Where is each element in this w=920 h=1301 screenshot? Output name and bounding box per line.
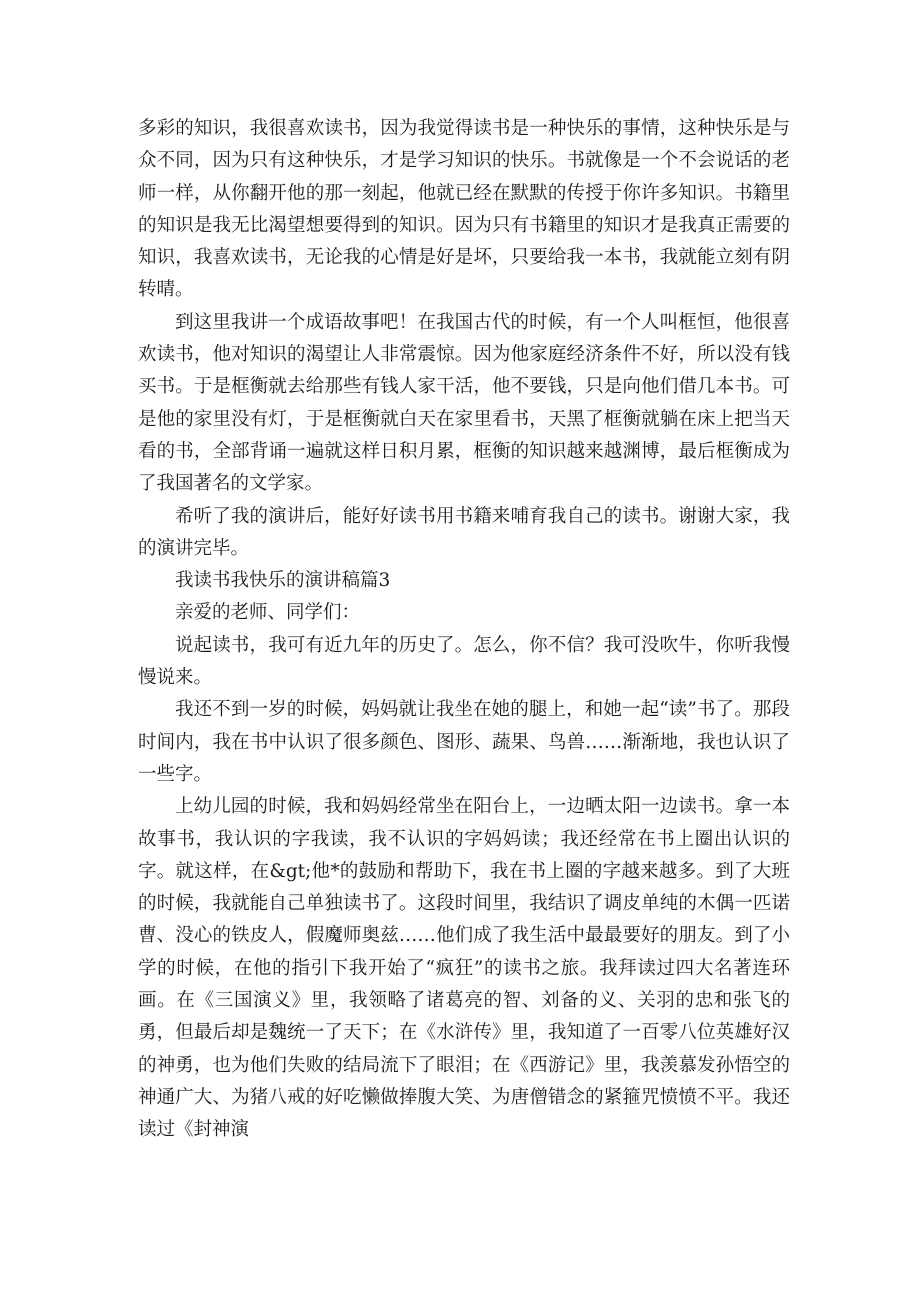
paragraph-intro: 说起读书，我可有近九年的历史了。怎么，你不信？我可没吹牛，你听我慢慢说来。 [138, 634, 790, 689]
paragraph-closing: 希听了我的演讲后，能好好读书用书籍来哺育我自己的读书。谢谢大家，我的演讲完毕。 [138, 505, 790, 559]
paragraph-kindergarten: 上幼儿园的时候，我和妈妈经常坐在阳台上，一边晒太阳一边读书。拿一本故事书，我认识的字我读，我不认识的字妈妈读；我还经常在书上圈出认识的字。就这样，在&gt;他*的鼓励和帮助下，我在书上圈的字越来越多。到了大班的时候，我就能自己单独读书了。这段时间里，我结识了调皮单纯的木偶一匹诺曹、没心的铁皮人，假魔师奥兹……他们成了我生活中最最要好的朋友。到了小学的时候，在他的指引下我开始了“疯狂”的读书之旅。我拜读过四大名著连环画。在《三国演义》里，我领略了诸葛亮的智、刘备的义、关羽的忠和张飞的勇，但最后却是魏统一了天下；在《水浒传》里，我知道了一百零八位英雄好汉的神勇，也为他们失败的结局流下了眼泪；在《西游记》里，我羡慕发孙悟空的神通广大、为猪八戒的好吃懒做捧腹大笑、为唐僧错念的紧箍咒愤愤不平。我还读过《封神演 [138, 796, 790, 1141]
paragraph-early-reading: 我还不到一岁的时候，妈妈就让我坐在她的腿上，和她一起“读”书了。那段时间内，我在书中认识了很多颜色、图形、蔬果、鸟兽……渐渐地，我也认识了一些字。 [138, 699, 790, 785]
salutation: 亲爱的老师、同学们： [175, 602, 361, 624]
paragraph-continuation: 多彩的知识，我很喜欢读书，因为我觉得读书是一种快乐的事情，这种快乐是与众不同，因为只有这种快乐，才是学习知识的快乐。书就像是一个不会说话的老师一样，从你翻开他的那一刻起，他就已经在默默的传授于你许多知识。书籍里的知识是我无比渴望想要得到的知识。因为只有书籍里的知识才是我真正需要的知识，我喜欢读书，无论我的心情是好是坏，只要给我一本书，我就能立刻有阴转晴。 [138, 118, 790, 301]
document-body [138, 113, 790, 1147]
section-heading: 我读书我快乐的演讲稿篇3 [175, 570, 391, 592]
paragraph-idiom-story: 到这里我讲一个成语故事吧！在我国古代的时候，有一个人叫框恒，他很喜欢读书，他对知识的渴望让人非常震惊。因为他家庭经济条件不好，所以没有钱买书。于是框衡就去给那些有钱人家干活，他不要钱，只是向他们借几本书。可是他的家里没有灯，于是框衡就白天在家里看书，天黑了框衡就躺在床上把当天看的书，全部背诵一遍就这样日积月累，框衡的知识越来越渊博，最后框衡成为了我国著名的文学家。 [138, 311, 790, 495]
